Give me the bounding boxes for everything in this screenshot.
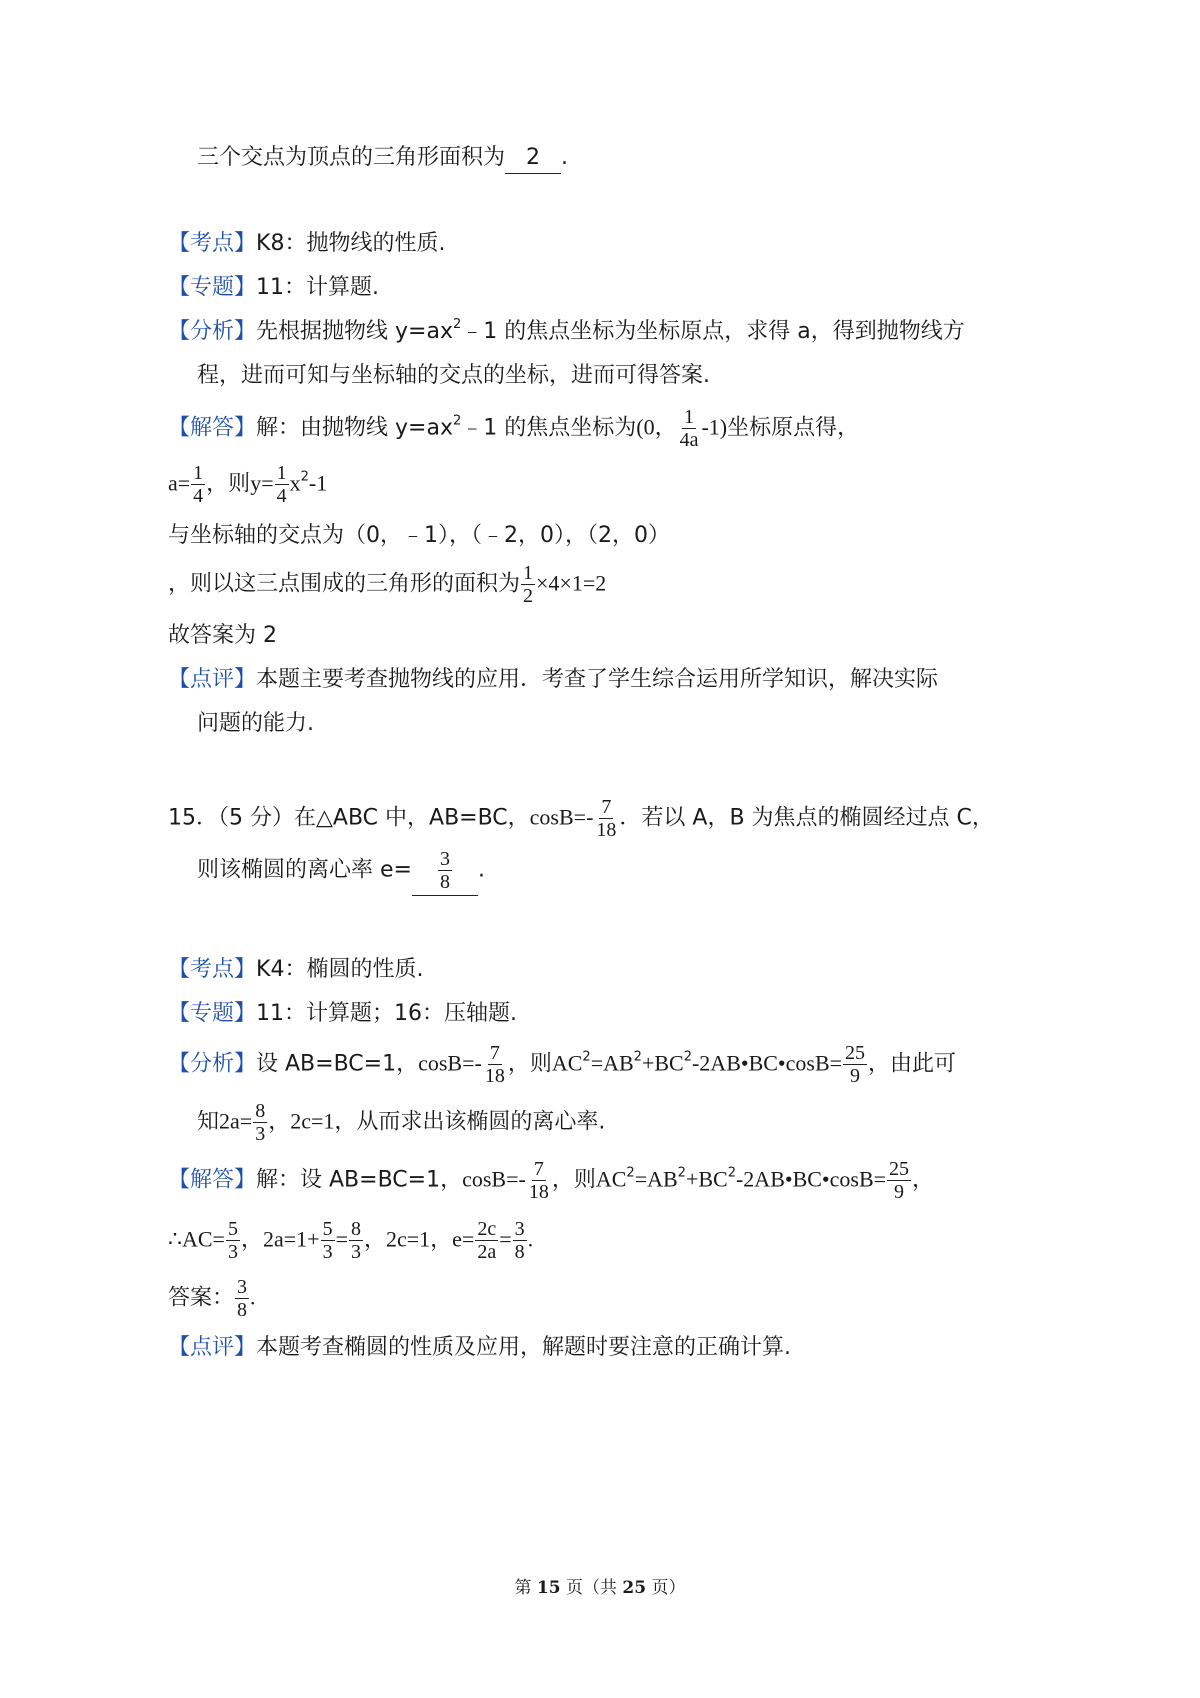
superscript: 2	[452, 317, 462, 332]
jieda-text: ，则	[551, 1167, 596, 1193]
total-pages: 25	[622, 1578, 647, 1598]
fraction	[594, 796, 618, 841]
dianping-line-1	[168, 662, 938, 698]
answer-blank: 2	[505, 143, 561, 174]
question-text: 三个交点为顶点的三角形面积为	[197, 145, 506, 170]
question-text: ．若以 A，B 为焦点的椭圆经过点 C，	[619, 805, 994, 831]
page-number: 15	[536, 1578, 561, 1598]
question-15-line-1	[168, 796, 994, 841]
denominator: 3	[350, 1241, 361, 1263]
jieda-line-4	[168, 562, 606, 607]
math-text: +BC	[685, 1166, 728, 1192]
numerator: 3	[439, 848, 450, 870]
footer-text: 页（共	[560, 1578, 623, 1598]
superscript: 2	[727, 1165, 736, 1181]
footer-text: 第	[514, 1578, 537, 1598]
fenxi-tag: 【分析】	[168, 1051, 257, 1077]
jieda-text: 故答案为 2	[168, 623, 277, 648]
fraction	[438, 848, 452, 893]
jieda-text: ，则以这三点围成的三角形的面积为	[168, 571, 521, 597]
numerator: 3	[237, 1276, 248, 1298]
fenxi-tag: 【分析】	[168, 319, 257, 344]
jieda-text: 解：设 AB=BC=1，	[256, 1167, 463, 1193]
numerator: 1	[523, 562, 534, 584]
math-text: ，2c=1，e=	[363, 1226, 475, 1252]
math-text: ，2c=1	[268, 1108, 335, 1134]
denominator: 18	[484, 1065, 505, 1087]
fenxi-line-1	[168, 1042, 956, 1087]
jieda-line-5	[168, 618, 277, 654]
kaodian-tag: 【考点】	[168, 957, 257, 982]
question-14-tail	[197, 140, 568, 176]
numerator: 5	[322, 1218, 333, 1240]
fenxi-text: ，则	[507, 1051, 552, 1077]
superscript: 2	[677, 1165, 686, 1181]
denominator: 8	[514, 1241, 525, 1263]
jieda-line-1	[168, 406, 859, 451]
math-text: =AB	[634, 1166, 678, 1192]
superscript: 2	[683, 1049, 692, 1065]
numerator: 1	[276, 462, 287, 484]
question-text: 则该椭圆的离心率 e=	[197, 857, 412, 883]
math-text: -2AB•BC•cosB=	[735, 1166, 887, 1192]
math-text: .	[250, 1284, 256, 1310]
denominator: 9	[850, 1065, 861, 1087]
page-footer	[0, 1573, 1200, 1598]
math-text: -1	[308, 470, 328, 496]
fenxi-text: ﹣1 的焦点坐标为坐标原点，求得 a，得到抛物线方	[461, 319, 965, 344]
fraction	[475, 1218, 498, 1263]
fraction	[349, 1218, 363, 1263]
fraction	[887, 1158, 911, 1203]
denominator: 3	[227, 1241, 238, 1263]
denominator: 4a	[679, 429, 699, 451]
zhuanti-tag: 【专题】	[168, 1001, 257, 1026]
math-text: x	[289, 470, 301, 496]
fraction	[527, 1158, 551, 1203]
denominator: 4	[276, 485, 287, 507]
denominator: 18	[596, 819, 617, 841]
math-text: cosB=-	[529, 804, 594, 830]
zhuanti-text: 11：计算题；16：压轴题.	[256, 1001, 517, 1026]
fenxi-line-2	[197, 1100, 605, 1145]
fenxi-text: ，由此可	[868, 1051, 957, 1077]
numerator: 25	[889, 1158, 910, 1180]
fenxi-text: 知	[197, 1109, 220, 1135]
math-text: ×4×1=2	[536, 570, 607, 596]
math-text: cosB=-	[418, 1050, 482, 1076]
math-text: .	[527, 1226, 534, 1252]
fraction	[191, 462, 205, 507]
fraction	[521, 562, 535, 607]
footer-text: 页）	[646, 1578, 686, 1598]
zhuanti-line	[168, 270, 379, 306]
kaodian-line	[168, 226, 445, 262]
numerator: 7	[533, 1158, 544, 1180]
dianping-text: 问题的能力.	[197, 711, 314, 736]
superscript: 2	[626, 1165, 635, 1181]
jieda-text: ，	[912, 1167, 935, 1193]
numerator: 3	[514, 1218, 525, 1240]
math-text: =	[335, 1226, 348, 1252]
jieda-text: 答案：	[168, 1285, 235, 1311]
superscript: 2	[582, 1049, 591, 1065]
jieda-line-2	[168, 462, 327, 507]
dianping-text: 本题考查椭圆的性质及应用，解题时要注意的正确计算.	[256, 1335, 792, 1360]
zhuanti-text: 11：计算题.	[256, 275, 380, 300]
fraction	[226, 1218, 240, 1263]
zhuanti-line	[168, 996, 517, 1032]
superscript: 2	[633, 1049, 642, 1065]
math-text: 2a=	[219, 1108, 253, 1134]
jieda-text: 解：由抛物线 y=ax	[256, 415, 453, 441]
period: .	[477, 857, 485, 883]
jieda-tag: 【解答】	[168, 415, 257, 441]
fenxi-text: 程，进而可知与坐标轴的交点的坐标，进而可得答案.	[197, 363, 710, 388]
dianping-tag: 【点评】	[168, 667, 257, 692]
numerator: 25	[845, 1042, 866, 1064]
math-text: ∴AC=	[168, 1226, 225, 1252]
fraction	[235, 1276, 249, 1321]
numerator: 8	[255, 1100, 266, 1122]
fenxi-text: 先根据抛物线 y=ax	[256, 319, 453, 344]
denominator: 9	[894, 1181, 905, 1203]
denominator: 3	[255, 1123, 266, 1145]
denominator: 3	[322, 1241, 333, 1263]
fraction	[253, 1100, 267, 1145]
fraction	[513, 1218, 527, 1263]
numerator: 1	[684, 406, 695, 428]
fenxi-text: 设 AB=BC=1，	[256, 1051, 419, 1077]
jieda-line-3	[168, 518, 670, 554]
denominator: 18	[528, 1181, 549, 1203]
superscript: 2	[300, 469, 309, 485]
math-text: ，2a=1+	[240, 1226, 320, 1252]
fenxi-line-2	[197, 358, 710, 394]
math-text: =AB	[590, 1050, 634, 1076]
math-text: -1)	[701, 414, 728, 440]
math-text: AC	[595, 1166, 627, 1192]
math-text: -2AB•BC•cosB=	[691, 1050, 843, 1076]
math-text: AC	[551, 1050, 583, 1076]
math-text: =	[499, 1226, 512, 1252]
question-15-line-2	[197, 848, 485, 896]
math-text: a=	[168, 470, 191, 496]
kaodian-text: K8：抛物线的性质.	[256, 231, 446, 256]
question-text: 15．（5 分）在△ABC 中，AB=BC，	[168, 805, 530, 831]
fenxi-line-1	[168, 314, 965, 350]
math-text: (0，	[636, 414, 677, 440]
superscript: 2	[452, 413, 462, 429]
jieda-text: ﹣1 的焦点坐标为	[461, 415, 637, 441]
answer-blank	[412, 848, 478, 896]
math-text: +BC	[641, 1050, 684, 1076]
kaodian-line	[168, 952, 423, 988]
numerator: 2c	[477, 1218, 497, 1240]
fraction	[483, 1042, 507, 1087]
jieda-line-3	[168, 1276, 256, 1321]
numerator: 5	[227, 1218, 238, 1240]
kaodian-tag: 【考点】	[168, 231, 257, 256]
dianping-line	[168, 1330, 791, 1366]
fraction	[843, 1042, 867, 1087]
jieda-text: ，则	[206, 471, 251, 497]
kaodian-text: K4：椭圆的性质.	[256, 957, 424, 982]
numerator: 8	[350, 1218, 361, 1240]
numerator: 7	[601, 796, 612, 818]
period: .	[561, 145, 569, 170]
denominator: 4	[193, 485, 204, 507]
jieda-line-2	[168, 1218, 533, 1263]
jieda-text: 与坐标轴的交点为（0，﹣1），（﹣2，0），（2，0）	[168, 523, 670, 548]
jieda-tag: 【解答】	[168, 1167, 257, 1193]
numerator: 1	[193, 462, 204, 484]
denominator: 2	[523, 585, 534, 607]
fraction	[321, 1218, 335, 1263]
jieda-text: 坐标原点得，	[727, 415, 860, 441]
zhuanti-tag: 【专题】	[168, 275, 257, 300]
fraction	[275, 462, 289, 507]
fenxi-text: ，从而求出该椭圆的离心率.	[334, 1109, 606, 1135]
dianping-line-2	[197, 706, 314, 742]
denominator: 8	[237, 1299, 248, 1321]
denominator: 2a	[477, 1241, 497, 1263]
fraction	[678, 406, 701, 451]
jieda-line-1	[168, 1158, 934, 1203]
math-text: y=	[250, 470, 274, 496]
dianping-tag: 【点评】	[168, 1335, 257, 1360]
math-text: cosB=-	[462, 1166, 526, 1192]
denominator: 8	[439, 871, 450, 893]
numerator: 7	[489, 1042, 500, 1064]
dianping-text: 本题主要考查抛物线的应用．考查了学生综合运用所学知识，解决实际	[256, 667, 939, 692]
